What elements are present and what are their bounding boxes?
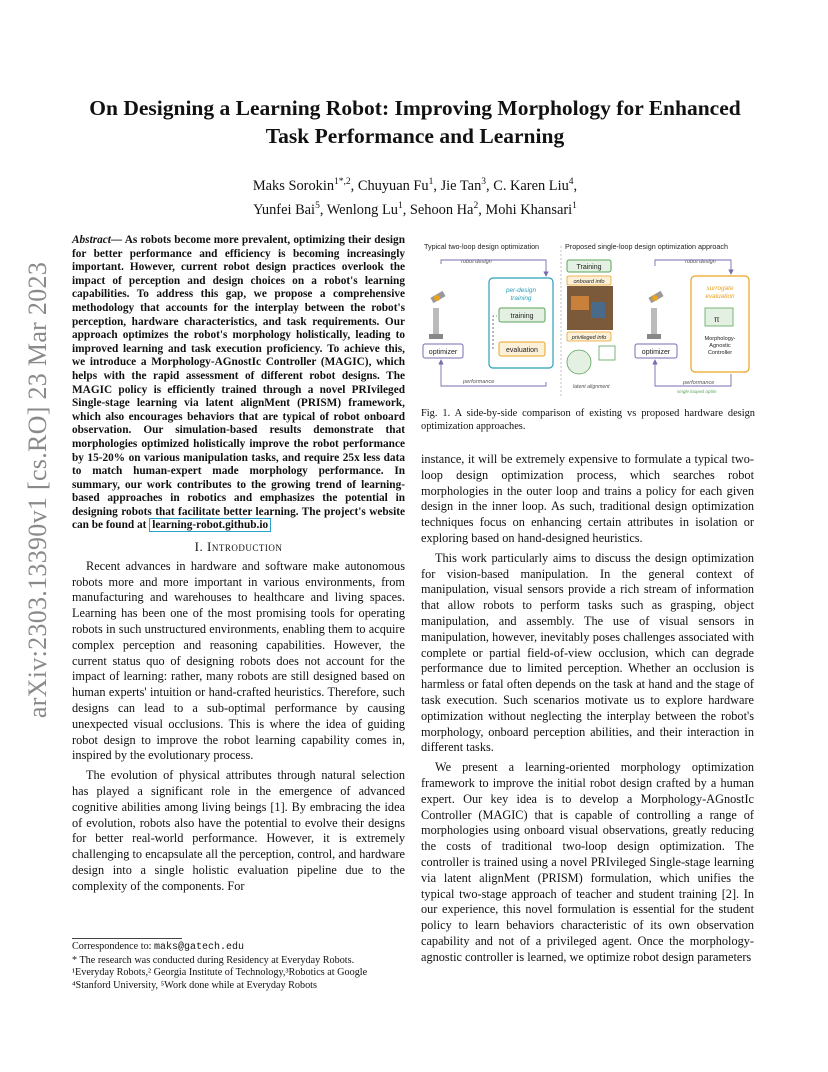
fig-surrogate-evaluation: evaluation (705, 293, 735, 300)
left-column (72, 234, 405, 895)
intro-paragraph-1: Recent advances in hardware and software make autonomous robots more and more important in various environments, from manufacturing and warehouses to healthcare and living spaces. Learning has been one of the most promising tools for operating robots in such unstructured environments, enabling them to acquire complex perception and reasoning capabilities. However, the current status quo of designing robots does not account for the impact of learning: rather, many robots are still designed based on human experts' intuition or hand-crafted heuristics. Therefore, such designs can lead to a sub-optimal performance by causing unexpected visual occlusions. This is where the idea of guiding robot design to improve the robot learning capability comes in, inspired by the evolutionary process. (72, 558, 405, 763)
fig-right-optimizer-label: optimizer (641, 349, 671, 356)
author-list (80, 172, 750, 220)
fig-evaluation-box-label: evaluation (506, 347, 538, 354)
fig-latent-alignment: latent alignment (573, 384, 610, 390)
section-heading-introduction: I. Introduction (194, 539, 283, 555)
fig-loop-label: single looped optim (677, 389, 717, 394)
right-column (421, 452, 754, 966)
fig-right-title: Proposed single-loop design optimization approach (565, 242, 729, 251)
footnotes (72, 941, 412, 992)
figure-caption: Fig. 1. A side-by-side comparison of existing vs proposed hardware design optimization approaches. (421, 408, 755, 432)
author-line-2 (80, 196, 750, 220)
fig-per-design-label: per-design (505, 287, 537, 294)
abstract-text: As robots become more prevalent, optimizing their design for better performance and efficiency is becoming increasingly important. However, current robot design practices overlook the impact of perception and design choices on a robot's learning capabilities. To address this gap, we propose a comprehensive methodology that accounts for the interplay between the robot's perception, hardware characteristics, and task requirements. Our approach optimizes the robot's morphology holistically, leading to improved learning and task execution proficiency. To achieve this, we introduce a Morphology-AGnostIc Controller (MAGIC), which helps with the rapid assessment of different robot designs. The MAGIC policy is efficiently trained through a novel PRIvileged Single-stage learning via latent alignMent (PRISM) framework, which also encourages behaviors that are typical of robot onboard observation. Our simulation-based results demonstrate that morphologies optimized holistically improve the robot performance by 15-20% on various manipulation tasks, and require 25x less data to match human-expert made morphology performance. In summary, our work contributes to the growing trend of learning-based approaches in robotics and emphasizes the potential in designing robots that facilitate better learning. The project's website can be found at (72, 234, 405, 532)
footnote-affiliations: ¹Everyday Robots,² Georgia Institute of Technology,³Robotics at Google (72, 967, 368, 979)
author: Wenlong Lu$^1$, (326, 200, 410, 218)
right-paragraph-1: instance, it will be extremely expensive to formulate a typical two-loop design optimization process, which searches robot morphologies in the outer loop and trains a policy for each given design in the inner loop. As such, traditional design optimization techniques focus on enhancing certain attributes in isolation or exploring based on hand-designed heuristics. (421, 452, 754, 545)
author: Yunfei Bai$^5$, (253, 200, 327, 218)
correspondence-email[interactable]: maks@gatech.edu (154, 942, 245, 953)
arxiv-sidebar (16, 261, 60, 719)
fig-pi-symbol: π (714, 315, 720, 324)
arxiv-identifier: arXiv:2303.13390v1 [cs.RO] 23 Mar 2023 (23, 261, 52, 719)
robot-arm-icon-right (647, 291, 664, 339)
abstract-label: Abstract— (72, 234, 123, 246)
right-paragraph-3: We present a learning-oriented morphology optimization framework to improve the initial robot design crafted by a human expert. Our key idea is to develop a Morphology-AGnostIc Controller (MAGIC) that is capable of controlling a range of morphologies using onboard visual observations, greatly reducing the costs of traditional two-loop design optimization. The controller is trained using a novel PRIvileged Single-stage learning via latent alignMent (PRISM) formulation, which unifies the typical two-stage approach of teacher and student training [2]. In our experience, this novel formulation is essential for the student policy to learn behaviors characteristic of its own observation capability and not of a privileged agent. Once the morphology-agnostic controller is learned, we optimize robot design parameters (421, 760, 754, 964)
author: Chuyuan Fu$^1$, (357, 177, 441, 194)
footnote-rule (72, 938, 182, 939)
fig-onboard-info: onboard info (573, 279, 605, 285)
abstract (72, 234, 405, 533)
author: Sehoon Ha$^2$, (409, 200, 486, 218)
latent-alignment-circle (567, 350, 591, 374)
fig-magic-label-2: Agnostic (709, 343, 731, 349)
author-line-1 (80, 172, 750, 196)
robot-arm-icon (429, 291, 446, 339)
fig-magic-label-3: Controller (707, 350, 733, 356)
right-paragraph-2: This work particularly aims to discuss the design optimization for vision-based manipulation. In the general context of manipulation, visual sensors provide a rich stream of information that allow robots to perform tasks such as grasping, object manipulation, and assembly. The use of visual sensors in manipulation, however, inevitably poses challenges associated with complete or partial field-of-view occlusion, which can degrade performance due to limited perception. Whether an occlusion is harmless or fatal often depends on the task at hand and the stage of task execution. Such scenarios motivate us to explore hardware optimization without neglecting the interplay between the robot's morphology, onboard perception abilities, and their interaction in different tasks. (421, 550, 754, 755)
fig-training-top-label: Training (576, 264, 602, 271)
fig-training-box-label: training (510, 313, 534, 320)
intro-paragraph-2: The evolution of physical attributes through natural selection has played a significant role in the emergence of advanced cognitive abilities among living beings [1]. By embracing the idea of evolution, robots also have the potential to evolve their designs for better real-world performance. However, it is extremely challenging to encapsulate all the perception, control, and hardware design into a single holistic evaluation pipeline due to the complexity of the components. For (72, 768, 405, 893)
fig-left-robot-design: robot design (461, 259, 492, 265)
fig-privileged-info: privileged info (571, 335, 607, 341)
footnote-affiliations-2: ⁴Stanford University, ⁵Work done while at Everyday Robots (72, 979, 317, 991)
fig-left-optimizer-label: optimizer (428, 349, 458, 356)
author: C. Karen Liu$^4$, (493, 177, 578, 194)
footnote-correspondence: Correspondence to: maks@gatech.edu (72, 941, 245, 953)
footnote-residency: * The research was conducted during Residency at Everyday Robots. (72, 954, 355, 966)
fig-right-performance: performance (683, 380, 715, 386)
project-website-link[interactable]: learning-robot.github.io (149, 518, 271, 532)
author: Mohi Khansari$^1$ (485, 200, 577, 218)
fig-training-label: training (510, 295, 532, 302)
paper-title: On Designing a Learning Robot: Improving Morphology for Enhanced Task Performance and Learning (89, 96, 741, 148)
figure-1 (421, 236, 755, 406)
fig-left-title: Typical two-loop design optimization (424, 242, 540, 251)
fig-magic-label-1: Morphology- (704, 336, 736, 342)
author: Maks Sorokin$^{1*,2}$, (252, 177, 358, 194)
fig-left-performance: performance (463, 379, 495, 385)
fig-surrogate: surrogate (706, 285, 734, 292)
fig-right-robot-design: robot design (685, 259, 716, 265)
author: Jie Tan$^3$, (440, 177, 494, 194)
